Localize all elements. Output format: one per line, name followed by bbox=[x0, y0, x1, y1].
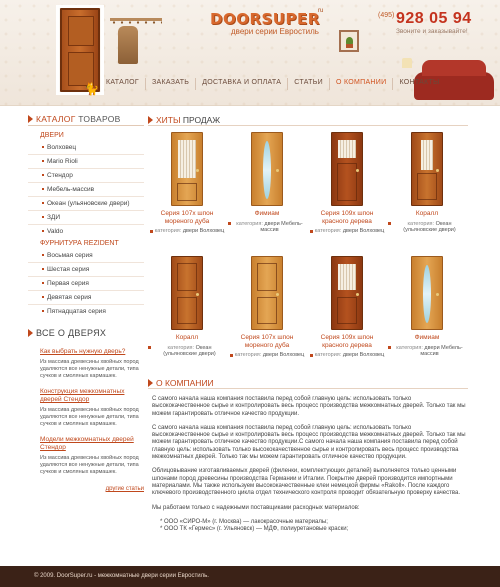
footer-copyright: © 2009. DoorSuper.ru - межкомнатные двери серии Евростиль. bbox=[34, 573, 209, 579]
door-image[interactable] bbox=[251, 132, 283, 206]
nav-catalog[interactable]: КАТАЛОГ bbox=[106, 79, 139, 86]
catalog-heading-accent: КАТАЛОГ bbox=[36, 113, 76, 124]
nav-about[interactable]: О КОМПАНИИ bbox=[329, 78, 392, 90]
sidebar-item-door[interactable]: ЗДИ bbox=[28, 211, 144, 225]
faq-title: ВСЕ О ДВЕРЯХ bbox=[36, 328, 107, 338]
group-doors[interactable]: ДВЕРИ bbox=[40, 132, 64, 139]
wall-picture-icon bbox=[339, 30, 359, 52]
supplier-item: * ООО ТК «Гермес» (г. Ульяновск) — МДФ, полиуретановые краски; bbox=[160, 526, 470, 533]
category-icon bbox=[230, 354, 233, 357]
product-card[interactable] bbox=[308, 256, 386, 359]
category-icon bbox=[310, 230, 313, 233]
product-name[interactable]: Фимиам bbox=[254, 210, 280, 217]
header bbox=[0, 0, 500, 106]
product-name[interactable]: Серия 107х шпон мореного дуба bbox=[160, 210, 214, 225]
door-image[interactable] bbox=[171, 256, 203, 330]
bullet-icon bbox=[42, 310, 44, 312]
logo-domain: ru bbox=[318, 8, 324, 14]
catalog-heading-rest: ТОВАРОВ bbox=[75, 113, 121, 124]
arrow-right-icon bbox=[28, 329, 33, 337]
faq-heading bbox=[28, 326, 144, 340]
product-name[interactable]: Серия 109х шпон красного дерева bbox=[320, 334, 374, 349]
bullet-icon bbox=[42, 230, 44, 232]
bullet-icon bbox=[42, 296, 44, 298]
bullet-icon bbox=[42, 174, 44, 176]
faq-link[interactable]: Как выбрать нужную дверь? bbox=[40, 348, 126, 355]
arrow-right-icon bbox=[28, 115, 33, 123]
product-card[interactable] bbox=[228, 256, 306, 359]
lamp-illustration bbox=[402, 58, 412, 68]
door-image[interactable] bbox=[411, 256, 443, 330]
hits-heading bbox=[148, 114, 468, 126]
sidebar-item-door[interactable]: Стендор bbox=[28, 169, 144, 183]
sidebar-item-fitting[interactable]: Шестая серия bbox=[28, 263, 144, 277]
category-icon bbox=[148, 346, 151, 349]
sidebar-item-fitting[interactable]: Девятая серия bbox=[28, 291, 144, 305]
product-card[interactable] bbox=[148, 132, 226, 235]
category-icon bbox=[150, 230, 153, 233]
product-category: категория: двери Мебель-массив bbox=[228, 221, 306, 234]
door-image[interactable] bbox=[171, 132, 203, 206]
faq-text: Из массива древесины хвойных пород удаляются все ненужные детали, типа сучков и смоляных кармашек. bbox=[40, 407, 139, 427]
bullet-icon bbox=[42, 146, 44, 148]
catalog-heading bbox=[28, 112, 144, 126]
about-paragraph: Облицовывание изготавливаемых дверей (филенки, комплектующих деталей) выполняется только ценными шпонами пород древесины производства Германии и Италии. Покрытие дверей производится импортными материалами. Мы также используем высококачественные клеи немецкой фирмы «Rakoll». После каждого ключевого производственного цикла отдел технического контроля проводит обязательную проверку качества. bbox=[152, 468, 460, 497]
bullet-icon bbox=[42, 216, 44, 218]
about-title: О КОМПАНИИ bbox=[156, 377, 214, 388]
sidebar-item-door[interactable]: Mario Rioli bbox=[28, 155, 144, 169]
bullet-icon bbox=[42, 188, 44, 190]
product-card[interactable] bbox=[308, 132, 386, 235]
product-category: категория: двери Волховец bbox=[308, 352, 386, 359]
about-text bbox=[152, 396, 470, 533]
logo-tagline: двери серии Евростиль bbox=[231, 27, 319, 36]
about-heading bbox=[148, 377, 468, 389]
bullet-icon bbox=[42, 254, 44, 256]
phone-prefix: (495) bbox=[378, 12, 395, 19]
faq-text: Из массива древесины хвойных пород удаляются все ненужные детали, типа сучков и смоляных кармашек. bbox=[40, 359, 139, 379]
hits-heading-rest: ПРОДАЖ bbox=[180, 114, 221, 125]
more-articles-link[interactable]: другие статьи bbox=[105, 486, 144, 492]
pot-icon bbox=[346, 44, 353, 48]
product-category: категория: двери Мебель-массив bbox=[388, 345, 466, 358]
category-icon bbox=[388, 346, 391, 349]
supplier-list bbox=[152, 519, 470, 534]
bullet-icon bbox=[42, 282, 44, 284]
bullet-icon bbox=[42, 202, 44, 204]
faq-link[interactable]: Конструкция межкомнатных дверей Стендор bbox=[40, 388, 125, 403]
product-card[interactable] bbox=[228, 132, 306, 234]
product-name[interactable]: Серия 109х шпон красного дерева bbox=[320, 210, 374, 225]
hits-heading-accent: ХИТЫ bbox=[156, 114, 181, 125]
product-card[interactable] bbox=[148, 256, 226, 358]
coat-rack-hooks bbox=[110, 21, 162, 24]
sidebar-item-fitting[interactable]: Восьмая серия bbox=[28, 249, 144, 263]
footer bbox=[0, 566, 500, 587]
sidebar bbox=[28, 112, 144, 492]
product-name[interactable]: Серия 107х шпон мореного дуба bbox=[240, 334, 294, 349]
coat-illustration bbox=[118, 26, 138, 64]
product-card[interactable] bbox=[388, 132, 466, 234]
product-name[interactable]: Коралл bbox=[175, 334, 199, 341]
product-category: категория: двери Волховец bbox=[308, 228, 386, 235]
door-image[interactable] bbox=[331, 132, 363, 206]
door-panel bbox=[68, 52, 94, 86]
bullet-icon bbox=[42, 160, 44, 162]
door-image[interactable] bbox=[251, 256, 283, 330]
supplier-item: * ООО «СИРО-М» (г. Москва) — лакокрасочные материалы; bbox=[160, 519, 470, 526]
nav-order[interactable]: ЗАКАЗАТЬ bbox=[145, 78, 195, 90]
arrow-right-icon bbox=[148, 379, 153, 387]
faq-text: Из массива древесины хвойных пород удаляются все ненужные детали, типа сучков и смоляных кармашек. bbox=[40, 455, 139, 475]
site-logo[interactable]: DOORSUPER bbox=[210, 10, 320, 28]
sidebar-item-fitting[interactable]: Первая серия bbox=[28, 277, 144, 291]
phone-cta: Звоните и заказывайте! bbox=[396, 28, 468, 35]
product-name[interactable]: Фимиам bbox=[414, 334, 440, 341]
door-panel bbox=[68, 16, 94, 46]
category-icon bbox=[388, 222, 391, 225]
nav-articles[interactable]: СТАТЬИ bbox=[287, 78, 329, 90]
nav-contacts[interactable]: КОНТАКТЫ bbox=[392, 78, 445, 90]
phone-number: 928 05 94 bbox=[396, 10, 472, 27]
product-category: категория: двери Волховец bbox=[148, 228, 226, 235]
product-name[interactable]: Коралл bbox=[415, 210, 439, 217]
about-paragraph: С самого начала наша компания поставила перед собой главную цель: использовать только высококачественное сырье и контролировать весь процесс производства межкомнатных дверей. Только так мы можем гарантировать отличное качество продукции. bbox=[152, 396, 466, 417]
nav-delivery[interactable]: ДОСТАВКА И ОПЛАТА bbox=[195, 78, 287, 90]
bullet-icon bbox=[42, 268, 44, 270]
faq-link[interactable]: Модели межкомнатных дверей Стендор bbox=[40, 436, 134, 451]
arrow-right-icon bbox=[148, 116, 153, 124]
product-category: категория: двери Волховец bbox=[228, 352, 306, 359]
product-card[interactable] bbox=[388, 256, 466, 358]
sidebar-item-door[interactable]: Волховец bbox=[28, 141, 144, 155]
category-icon bbox=[310, 354, 313, 357]
about-paragraph: Мы работаем только с надежными поставщиками расходных материалов: bbox=[152, 504, 360, 511]
cat-icon: 🐈 bbox=[84, 82, 99, 96]
sidebar-item-door[interactable]: Океан (ульяновские двери) bbox=[28, 197, 144, 211]
product-category: категория: Океан (ульяновские двери) bbox=[388, 221, 466, 234]
sidebar-item-door[interactable]: Valdo bbox=[28, 225, 144, 238]
sidebar-item-door[interactable]: Мебель-массив bbox=[28, 183, 144, 197]
main-nav bbox=[100, 78, 446, 90]
product-category: категория: Океан (ульяновские двери) bbox=[148, 345, 226, 358]
door-image[interactable] bbox=[411, 132, 443, 206]
door-image[interactable] bbox=[331, 256, 363, 330]
group-fittings[interactable]: ФУРНИТУРА REZIDENT bbox=[40, 240, 119, 247]
sidebar-item-fitting[interactable]: Пятнадцатая серия bbox=[28, 305, 144, 318]
open-door-illustration bbox=[60, 8, 100, 92]
category-icon bbox=[228, 222, 231, 225]
about-paragraph: С самого начала наша компания поставила перед собой главную цель: использовать только высококачественное сырье и контролировать весь процесс производства межкомнатных дверей. Только так мы можем гарантировать отличное качество продукции.С самого начала наша компания поставила перед собой главную цель: использовать только высококачественное сырье и контролировать весь процесс производства межкомнатных дверей. Только так мы можем гарантировать отличное качество продукции. bbox=[152, 424, 466, 461]
